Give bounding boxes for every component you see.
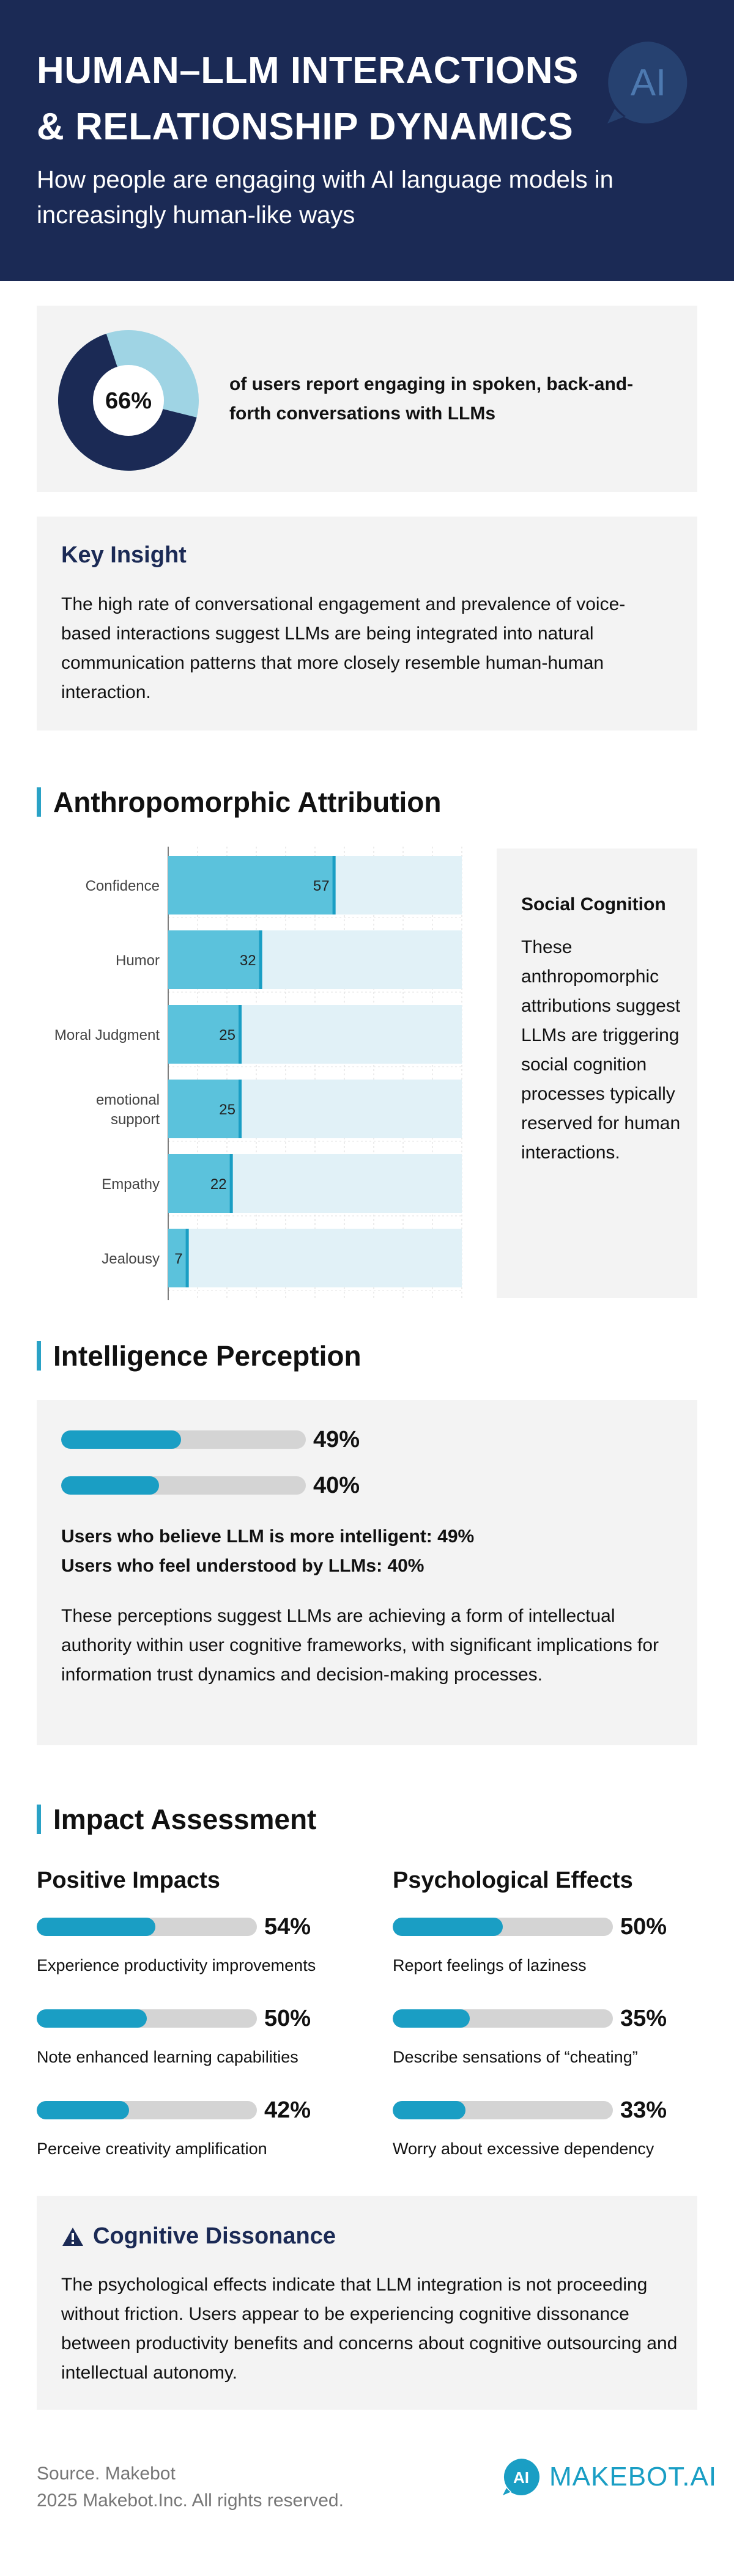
progress-track (393, 2101, 613, 2119)
psychological-effects-title: Psychological Effects (393, 1868, 633, 1893)
key-insight-title: Key Insight (61, 542, 187, 568)
psychological-effect-item (393, 2097, 734, 2158)
progress-percent: 50% (264, 2005, 311, 2031)
intelligence-summary-line1: Users who believe LLM is more intelligent: 49% (61, 1526, 475, 1547)
stat-card (37, 306, 697, 492)
category-label: Jealousy (102, 1251, 160, 1267)
category-label: Empathy (102, 1176, 160, 1193)
heading-accent-bar (37, 787, 41, 817)
impact-description: Perceive creativity amplification (37, 2140, 267, 2158)
positive-impact-item (37, 1913, 379, 1975)
bar-value-label: 7 (174, 1251, 183, 1267)
positive-impacts-title: Positive Impacts (37, 1868, 220, 1893)
footer-copyright: 2025 Makebot.Inc. All rights reserved. (37, 2490, 344, 2511)
makebot-logo-icon (502, 2457, 541, 2497)
bar-track (168, 1229, 462, 1287)
progress-track (61, 1476, 306, 1495)
category-label: support (110, 1111, 160, 1128)
impact-heading-text: Impact Assessment (53, 1803, 317, 1835)
progress-percent: 40% (313, 1472, 360, 1498)
impact-description: Note enhanced learning capabilities (37, 2048, 298, 2066)
page-title-line1: HUMAN–LLM INTERACTIONS (37, 50, 579, 92)
intelligence-heading-text: Intelligence Perception (53, 1340, 361, 1372)
progress-track (393, 2009, 613, 2028)
cognitive-dissonance-text: The psychological effects indicate that LLM integration is not proceeding without friction. Users appear to be experiencing cognitive dissonance between productivity benefits and concerns about cognitive outsourcing and intellectual autonomy. (61, 2275, 678, 2383)
impact-description: Worry about excessive dependency (393, 2140, 654, 2158)
bar-edge (230, 1154, 233, 1213)
intelligence-heading (37, 1340, 361, 1372)
cognitive-dissonance-title (61, 2223, 336, 2250)
donut-chart (58, 330, 199, 471)
progress-track (61, 1430, 306, 1449)
bar-edge (239, 1080, 242, 1138)
positive-impact-item (37, 2097, 379, 2158)
psychological-effect-item (393, 1913, 734, 1975)
intelligence-summary (61, 1522, 474, 1581)
progress-fill (37, 1918, 155, 1936)
heading-accent-bar (37, 1805, 41, 1834)
donut-label: 66% (105, 388, 152, 414)
progress-percent: 50% (620, 1913, 667, 1940)
category-label: Confidence (85, 878, 160, 894)
ai-chat-bubble-icon (602, 37, 694, 128)
anthropomorphic-heading-text: Anthropomorphic Attribution (53, 786, 442, 818)
anthropomorphic-bar-chart (37, 847, 471, 1302)
intelligence-bar-row (61, 1427, 360, 1452)
progress-fill (393, 1918, 503, 1936)
key-insight-card (37, 517, 697, 730)
progress-percent: 54% (264, 1913, 311, 1940)
social-cognition-card (497, 848, 697, 1298)
stat-description: of users report engaging in spoken, back-and-forth conversations with LLMs (229, 374, 634, 424)
impact-description: Report feelings of laziness (393, 1956, 587, 1974)
ai-bubble-text: AI (630, 62, 667, 104)
warning-icon (61, 2226, 84, 2247)
intelligence-bar-row (61, 1473, 360, 1498)
category-label: Humor (115, 952, 160, 969)
anthropomorphic-heading (37, 786, 442, 818)
progress-track (37, 1918, 257, 1936)
category-label: Moral Judgment (54, 1027, 160, 1043)
page-subtitle: How people are engaging with AI language models in increasingly human-like ways (37, 166, 614, 229)
bar-value-label: 25 (219, 1102, 235, 1118)
intelligence-text: These perceptions suggest LLMs are achieving a form of intellectual authority within user cognitive frameworks, with significant implications for information trust dynamics and decision-making processes. (61, 1606, 659, 1685)
intelligence-card (37, 1400, 697, 1745)
bar-value-label: 22 (210, 1176, 227, 1193)
page-title (37, 43, 587, 155)
heading-accent-bar (37, 1341, 41, 1371)
progress-fill (61, 1476, 159, 1495)
progress-track (37, 2101, 257, 2119)
brand-badge-text: AI (513, 2468, 529, 2487)
footer (37, 2460, 344, 2514)
progress-fill (393, 2101, 465, 2119)
progress-fill (37, 2101, 129, 2119)
progress-percent: 33% (620, 2097, 667, 2123)
key-insight-text: The high rate of conversational engagement and prevalence of voice-based interactions suggest LLMs are being integrated into natural communication patterns that more closely resemble human-human interaction. (61, 594, 626, 702)
intelligence-summary-line2: Users who feel understood by LLMs: 40% (61, 1556, 424, 1576)
bar (168, 856, 336, 914)
cognitive-dissonance-title-text: Cognitive Dissonance (93, 2223, 336, 2249)
progress-fill (393, 2009, 470, 2028)
psychological-effect-item (393, 2005, 734, 2067)
positive-impact-item (37, 2005, 379, 2067)
page-title-line2: & RELATIONSHIP DYNAMICS (37, 106, 574, 148)
impact-description: Experience productivity improvements (37, 1956, 316, 1974)
header-banner (0, 0, 734, 281)
bar-value-label: 57 (313, 878, 330, 894)
progress-track (37, 2009, 257, 2028)
progress-percent: 35% (620, 2005, 667, 2031)
impact-heading (37, 1803, 316, 1835)
progress-fill (37, 2009, 147, 2028)
progress-percent: 42% (264, 2097, 311, 2123)
footer-source: Source. Makebot (37, 2464, 176, 2484)
progress-track (393, 1918, 613, 1936)
brand-logo (502, 2457, 717, 2497)
bar-edge (186, 1229, 189, 1287)
category-label: emotional (95, 1092, 160, 1108)
social-cognition-title: Social Cognition (521, 894, 666, 914)
impact-description: Describe sensations of “cheating” (393, 2048, 638, 2066)
bar-edge (333, 856, 336, 914)
bar-edge (239, 1005, 242, 1064)
progress-percent: 49% (313, 1426, 360, 1452)
bar-value-label: 32 (239, 952, 256, 969)
brand-name: MAKEBOT.AI (549, 2462, 717, 2492)
cognitive-dissonance-card (37, 2196, 697, 2410)
progress-fill (61, 1430, 181, 1449)
social-cognition-text: These anthropomorphic attributions suggest LLMs are triggering social cognition processes typically reserved for human interactions. (521, 937, 681, 1163)
bar-edge (259, 930, 262, 989)
bar-value-label: 25 (219, 1027, 235, 1043)
